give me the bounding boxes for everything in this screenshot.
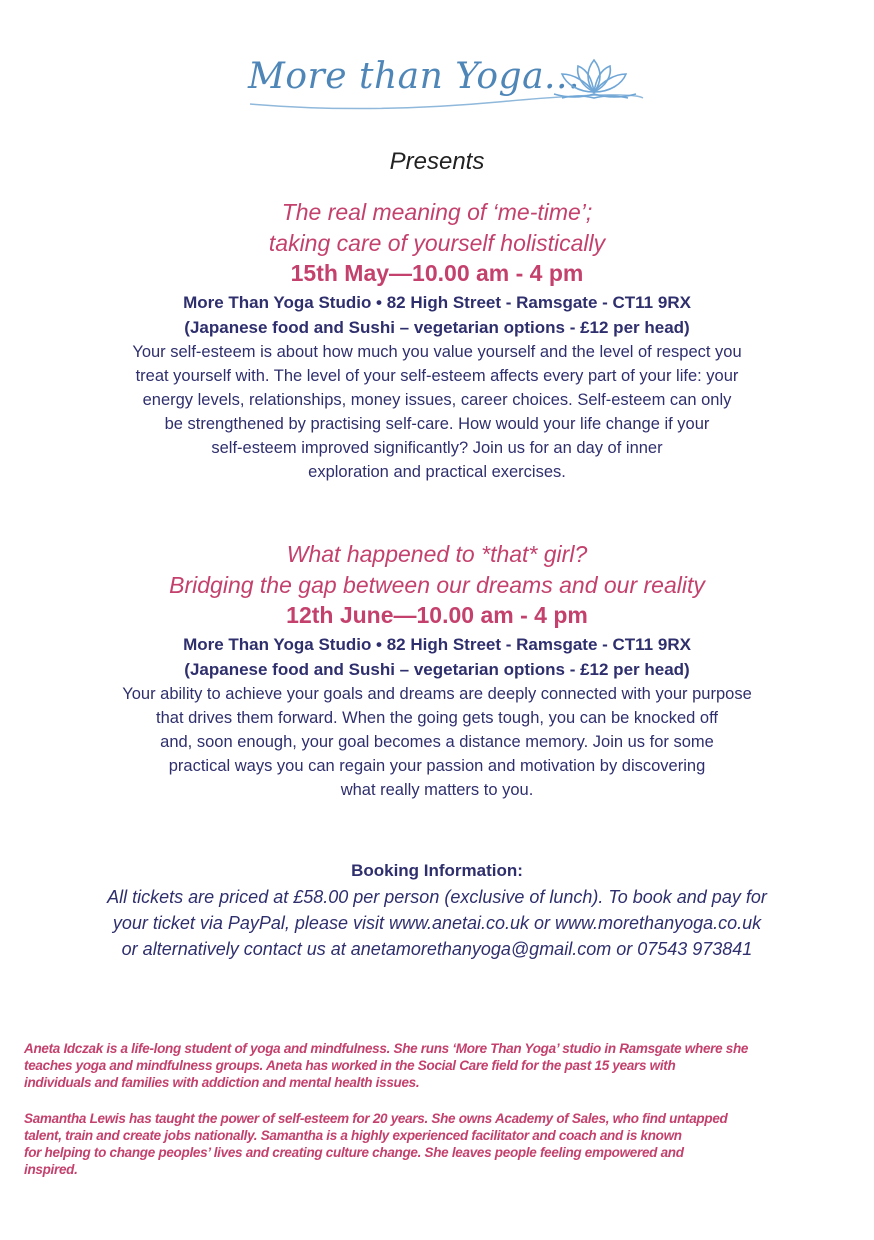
event-title-line: taking care of yourself holistically [268,230,606,256]
event-1 [0,197,874,484]
booking-section [0,858,874,962]
event-title-line: The real meaning of ‘me-time’; [281,199,593,225]
event-venue: More Than Yoga Studio • 82 High Street - Ramsgate - CT11 9RX [183,293,691,312]
booking-line: or alternatively contact us at anetamorethanyoga@gmail.com or 07543 973841 [121,939,753,959]
event-description [0,340,874,484]
event-venue: More Than Yoga Studio • 82 High Street - Ramsgate - CT11 9RX [183,635,691,654]
event-2 [0,539,874,802]
event-date: 12th June—10.00 am - 4 pm [286,602,588,628]
event-date: 15th May—10.00 am - 4 pm [290,260,584,286]
event-food: (Japanese food and Sushi – vegetarian options - £12 per head) [184,318,690,337]
lotus-icon [548,54,640,100]
bio-line: individuals and families with addiction and mental health issues. [24,1075,420,1090]
description-line: practical ways you can regain your passion and motivation by discovering [168,757,706,775]
description-line: Your self-esteem is about how much you value yourself and the level of respect you [132,343,742,361]
event-title-line: What happened to *that* girl? [286,541,588,567]
description-line: be strengthened by practising self-care. How would your life change if your [164,415,710,433]
bio-line: Samantha Lewis has taught the power of self-esteem for 20 years. She owns Academy of Sales, who find untapped [24,1111,728,1126]
event-food: (Japanese food and Sushi – vegetarian options - £12 per head) [184,660,690,679]
bio-line: teaches yoga and mindfulness groups. Aneta has worked in the Social Care field for the past 15 years with [24,1058,676,1073]
bio-aneta [24,1040,864,1091]
presents-label: Presents [389,148,485,175]
description-line: energy levels, relationships, money issues, career choices. Self-esteem can only [142,391,732,409]
description-line: Your ability to achieve your goals and dreams are deeply connected with your purpose [122,685,752,703]
description-line: what really matters to you. [340,781,534,799]
logo-text: More than Yoga... [248,56,580,97]
bio-line: Aneta Idczak is a life-long student of yoga and mindfulness. She runs ‘More Than Yoga’ studio in Ramsgate where she [24,1041,749,1056]
booking-heading: Booking Information: [351,861,523,880]
description-line: exploration and practical exercises. [308,463,566,481]
bios-section [24,1040,864,1197]
description-line: and, soon enough, your goal becomes a distance memory. Join us for some [160,733,714,751]
bio-line: for helping to change peoples’ lives and creating culture change. She leaves people feeling empowered and [24,1145,684,1160]
description-line: self-esteem improved significantly? Join us for an day of inner [211,439,663,457]
booking-line: your ticket via PayPal, please visit www.anetai.co.uk or www.morethanyoga.co.uk [112,913,762,933]
description-line: that drives them forward. When the going gets tough, you can be knocked off [156,709,718,727]
booking-text [0,884,874,962]
description-line: treat yourself with. The level of your self-esteem affects every part of your life: your [135,367,739,385]
bio-line: talent, train and create jobs nationally. Samantha is a highly experienced facilitator and coach and is known [24,1128,682,1143]
booking-line: All tickets are priced at £58.00 per person (exclusive of lunch). To book and pay for [107,887,767,907]
logo [248,52,648,112]
event-description [0,682,874,802]
event-title-line: Bridging the gap between our dreams and our reality [169,572,705,598]
bio-samantha [24,1110,864,1178]
bio-line: inspired. [24,1162,78,1177]
